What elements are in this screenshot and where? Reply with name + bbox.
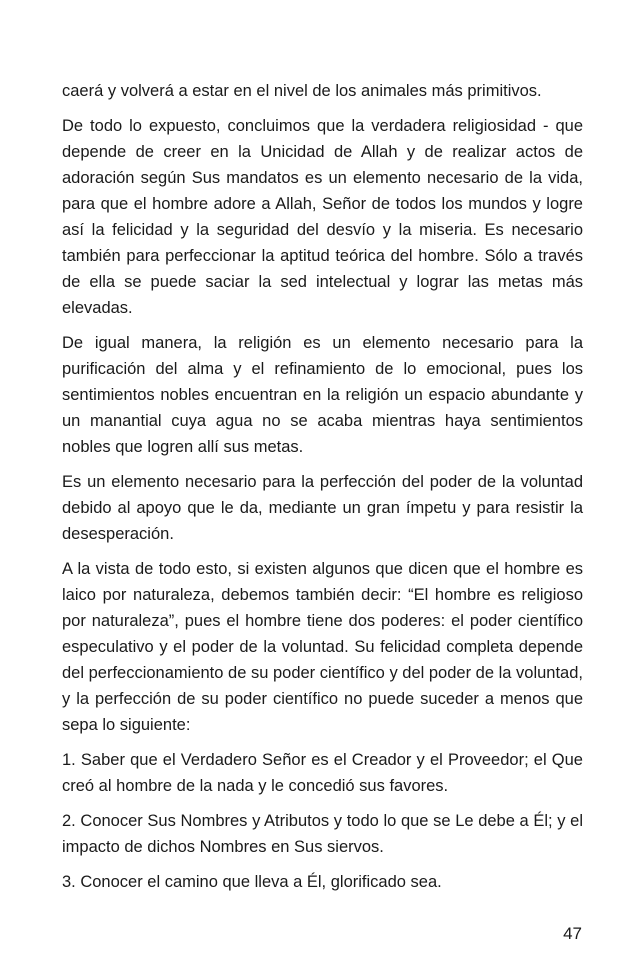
paragraph-willpower: Es un elemento necesario para la perfección del poder de la voluntad debido al apoyo que le da, mediante un gran ímpetu y para resistir la desesperación.: [62, 473, 583, 543]
list-item-3: 3. Conocer el camino que lleva a Él, glorificado sea.: [62, 873, 442, 891]
paragraph-purification-of-soul: De igual manera, la religión es un elemento necesario para la purificación del alma y el refinamiento de lo emocional, pues los sentimientos nobles encuentran en la religión un espacio abundante y un manantial cuya agua no se acaba mientras haya sentimientos nobles que logren allí sus metas.: [62, 334, 583, 456]
list-item-1: 1. Saber que el Verdadero Señor es el Creador y el Proveedor; el Que creó al hombre de la nada y le concedió sus favores.: [62, 751, 583, 795]
list-item-2: 2. Conocer Sus Nombres y Atributos y todo lo que se Le debe a Él; y el impacto de dichos Nombres en Sus siervos.: [62, 812, 583, 856]
page-body: [62, 78, 583, 904]
paragraph-religious-by-nature: A la vista de todo esto, si existen algunos que dicen que el hombre es laico por naturaleza, debemos también decir: “El hombre es religioso por naturaleza”, pues el hombre tiene dos poderes: el poder científico especulativo y el poder de la voluntad. Su felicidad completa depende del perfeccionamiento de su poder científico y del poder de la voluntad, y la perfección de su poder científico no puede suceder a menos que sepa lo siguiente:: [62, 560, 583, 734]
paragraph-religiosity-conclusion: De todo lo expuesto, concluimos que la verdadera religiosidad - que depende de creer en la Unicidad de Allah y de realizar actos de adoración según Sus mandatos es un elemento necesario de la vida, para que el hombre adore a Allah, Señor de todos los mundos y logre así la felicidad y la seguridad del desvío y la miseria. Es necesario también para perfeccionar la aptitud teórica del hombre. Sólo a través de ella se puede saciar la sed intelectual y lograr las metas más elevadas.: [62, 117, 583, 317]
paragraph-continuation: caerá y volverá a estar en el nivel de los animales más primitivos.: [62, 82, 542, 100]
page-number: 47: [563, 924, 582, 943]
